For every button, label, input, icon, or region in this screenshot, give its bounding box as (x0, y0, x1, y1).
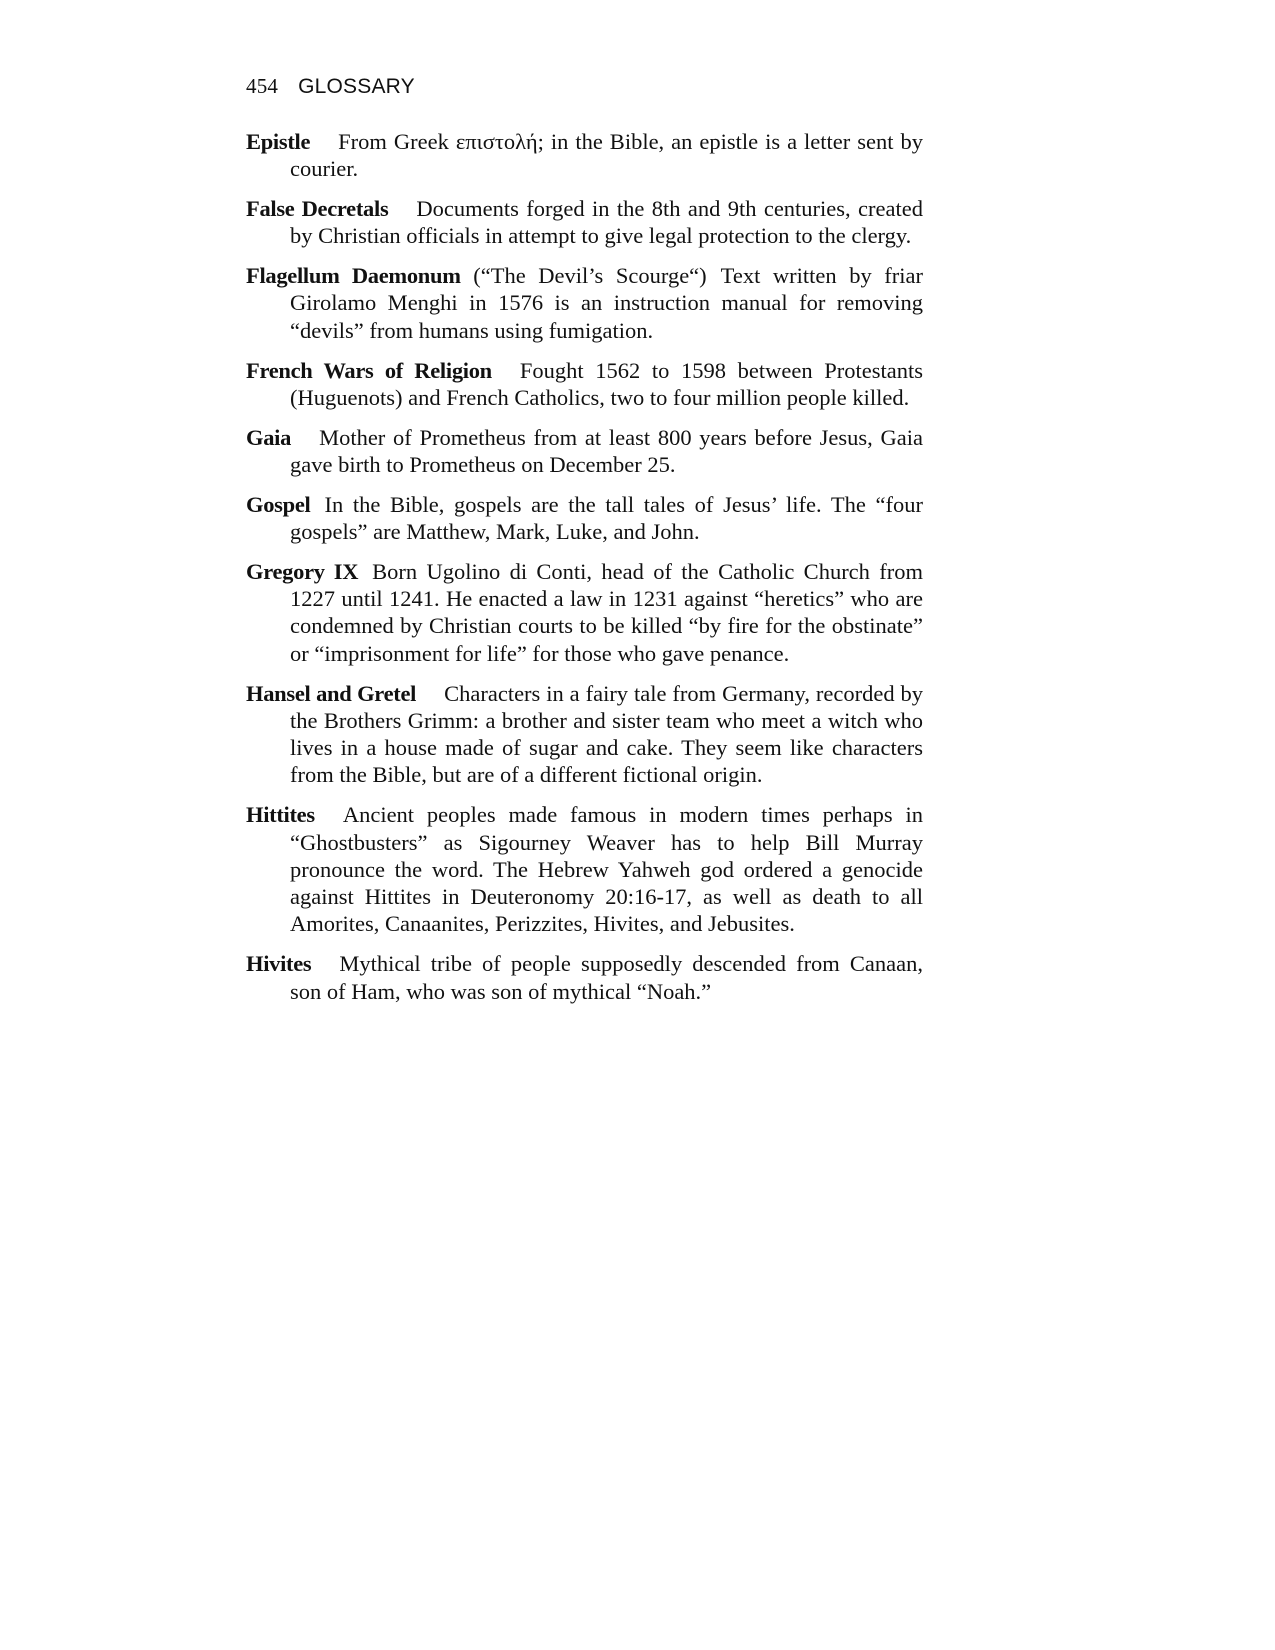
glossary-entry-french-wars-of-religion (246, 357, 923, 412)
glossary-definition: Ancient peoples made famous in modern times perhaps in “Ghostbusters” as Sigourney Weaver has to help Bill Murray pronounce the word. The Hebrew Yahweh god ordered a genocide against Hittites in Deuteronomy 20:16-17, as well as death to all Amorites, Canaanites, Perizzites, Hivites, and Jebusites. (290, 802, 923, 937)
running-head (246, 74, 415, 99)
glossary-definition: Mythical tribe of people supposedly descended from Canaan, son of Ham, who was son of mythical “Noah.” (290, 951, 923, 1004)
glossary-entry-gaia (246, 424, 923, 479)
glossary-definition: Characters in a fairy tale from Germany, recorded by the Brothers Grimm: a brother and sister team who meet a witch who lives in a house made of sugar and cake. They seem like characters from the Bible, but are of a different fictional origin. (290, 680, 924, 788)
page-number: 454 (246, 74, 279, 98)
glossary-term: Flagellum Daemonum (246, 263, 461, 289)
glossary-term: Gospel (246, 491, 311, 517)
glossary-term: False Decretals (246, 196, 389, 222)
glossary-term: Hittites (246, 802, 315, 828)
glossary-term: Epistle (246, 129, 311, 154)
glossary-definition: From Greek επιστολή; in the Bible, an epistle is a letter sent by courier. (290, 129, 923, 182)
section-title: GLOSSARY (298, 75, 415, 98)
glossary-definition: In the Bible, gospels are the tall tales of Jesus’ life. The “four gospels” are Matthew, Mark, Luke, and John. (290, 491, 923, 545)
glossary-entry-hivites (246, 950, 923, 1005)
glossary-entry-flagellum-daemonum (246, 262, 923, 344)
glossary-list (246, 128, 923, 1017)
glossary-term: Gregory IX (246, 558, 359, 584)
glossary-entry-hansel-and-gretel (246, 680, 923, 789)
glossary-term: Hivites (246, 951, 312, 977)
glossary-term-note: (“The Devil’s Scourge“) (473, 263, 707, 289)
glossary-definition: Fought 1562 to 1598 between Protestants (Huguenots) and French Catholics, two to four million people killed. (290, 357, 923, 410)
glossary-definition: Mother of Prometheus from at least 800 years before Jesus, Gaia gave birth to Prometheus on December 25. (290, 424, 923, 477)
glossary-entry-epistle (246, 128, 923, 183)
glossary-entry-hittites (246, 801, 923, 937)
glossary-definition: Documents forged in the 8th and 9th centuries, created by Christian officials in attempt to give legal protection to the clergy. (290, 196, 923, 249)
glossary-definition: Text written by friar Girolamo Menghi in 1576 is an instruction manual for removing “devils” from humans using fumigation. (290, 263, 924, 343)
glossary-entry-gospel (246, 491, 923, 546)
glossary-entry-gregory-ix (246, 558, 923, 667)
glossary-term: French Wars of Religion (246, 357, 492, 383)
glossary-term: Gaia (246, 424, 292, 450)
glossary-definition: Born Ugolino di Conti, head of the Catholic Church from 1227 until 1241. He enacted a law in 1231 against “heretics” who are condemned by Christian courts to be killed “by fire for the obstinate” or “imprisonment for life” for those who gave penance. (290, 558, 923, 666)
glossary-entry-false-decretals (246, 195, 923, 250)
glossary-term: Hansel and Gretel (246, 680, 417, 706)
